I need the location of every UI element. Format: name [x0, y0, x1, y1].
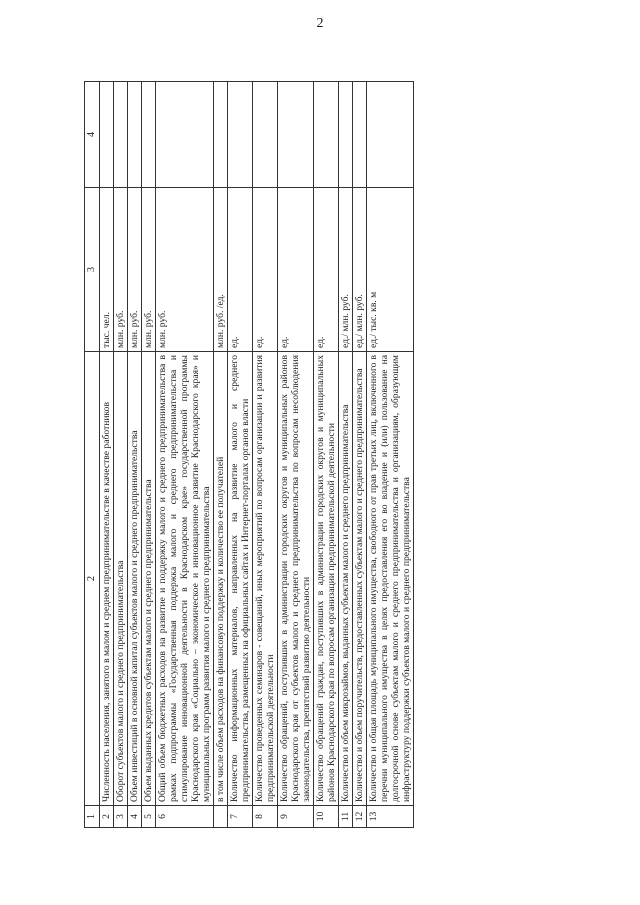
row-number	[213, 806, 227, 828]
indicator-name: Численность населения, занятого в малом и среднем предпринимательстве в качестве работников	[99, 352, 113, 806]
unit: млн. руб.	[127, 188, 141, 352]
indicator-name: Количество обращений, поступивших в администрации городских округов и муниципальных районов Краснодарского края от субъектов малого и среднего предпринимательства по вопросам несоблюдения законодательства, препятствий развитию деятельности	[277, 352, 313, 806]
row-number: 12	[353, 806, 367, 828]
indicator-name: Количество и объем микрозаймов, выданных субъектам малого и среднего предпринимательства	[339, 352, 353, 806]
unit: ед./ тыс. кв. м	[367, 188, 414, 352]
unit: ед.	[314, 188, 339, 352]
value-cell	[127, 82, 141, 188]
indicator-name: в том числе объем расходов на финансовую поддержку и количество ее получателей	[213, 352, 227, 806]
page-number: 2	[316, 16, 324, 31]
indicator-name: Количество информационных материалов, направленных на развитие малого и среднего предпринимательства, размещенных на официальных сайтах и Интернет-порталах органов власти	[227, 352, 252, 806]
row-number: 6	[155, 806, 213, 828]
header-col-4: 4	[85, 82, 100, 188]
unit: млн. руб.	[141, 188, 155, 352]
row-number: 9	[277, 806, 313, 828]
row-number: 13	[367, 806, 414, 828]
indicators-table	[84, 81, 414, 828]
value-cell	[141, 82, 155, 188]
unit: ед./ млн. руб.	[353, 188, 367, 352]
value-cell	[99, 82, 113, 188]
value-cell	[314, 82, 339, 188]
row-number: 10	[314, 806, 339, 828]
value-cell	[277, 82, 313, 188]
unit: млн. руб.	[113, 188, 127, 352]
table-row	[113, 82, 127, 828]
header-col-2: 2	[85, 352, 100, 806]
table-row	[353, 82, 367, 828]
row-number: 2	[99, 806, 113, 828]
unit: ед./ млн. руб.	[339, 188, 353, 352]
table-row	[141, 82, 155, 828]
value-cell	[213, 82, 227, 188]
table-row	[99, 82, 113, 828]
indicator-name: Оборот субъектов малого и среднего предпринимательства	[113, 352, 127, 806]
value-cell	[353, 82, 367, 188]
indicators-table-rotated	[84, 82, 502, 828]
indicator-name: Общий объем бюджетных расходов на развитие и поддержку малого и среднего предпринимательства в рамках подпрограммы «Государственная поддержка малого и среднего предпринимательства и стимулирование инновационной деятельности в Краснодарском крае» государственной программы Краснодарского края «Социально – экономическое и инновационное развитие Краснодарского края» и муниципальных программ развития малого и среднего предпринимательства	[155, 352, 213, 806]
unit: ед.	[252, 188, 277, 352]
value-cell	[113, 82, 127, 188]
table-row	[314, 82, 339, 828]
table-row	[252, 82, 277, 828]
table-row	[277, 82, 313, 828]
indicator-name: Объем выданных кредитов субъектам малого и среднего предпринимательства	[141, 352, 155, 806]
table-header-row	[85, 82, 100, 828]
unit: ед.	[227, 188, 252, 352]
unit: млн. руб.	[155, 188, 213, 352]
row-number: 8	[252, 806, 277, 828]
unit: ед.	[277, 188, 313, 352]
row-number: 3	[113, 806, 127, 828]
unit: млн. руб. /ед.	[213, 188, 227, 352]
indicator-name: Количество и объем поручительств, предоставленных субъектам малого и среднего предпринимательства	[353, 352, 367, 806]
table-row	[155, 82, 213, 828]
table-row	[339, 82, 353, 828]
value-cell	[252, 82, 277, 188]
row-number: 5	[141, 806, 155, 828]
header-col-1: 1	[85, 806, 100, 828]
value-cell	[367, 82, 414, 188]
row-number: 11	[339, 806, 353, 828]
indicator-name: Количество проведенных семинаров - совещаний, иных мероприятий по вопросам организации и развития предпринимательской деятельности	[252, 352, 277, 806]
table-row	[227, 82, 252, 828]
table-row	[213, 82, 227, 828]
value-cell	[227, 82, 252, 188]
indicator-name: Количество обращений граждан, поступивших в администрации городских округов и муниципальных районов Краснодарского края по вопросам организации предпринимательской деятельности	[314, 352, 339, 806]
row-number: 7	[227, 806, 252, 828]
unit: тыс. чел.	[99, 188, 113, 352]
value-cell	[339, 82, 353, 188]
indicator-name: Количество и общая площадь муниципального имущества, свободного от прав третьих лиц, включенного в перечни муниципального имущества в целях предоставления его во владение и (или) пользование на долгосрочной основе субъектам малого и среднего предпринимательства и организациям, образующим инфраструктуру поддержки субъектов малого и среднего предпринимательства	[367, 352, 414, 806]
value-cell	[155, 82, 213, 188]
indicator-name: Объем инвестиций в основной капитал субъектов малого и среднего предпринимательства	[127, 352, 141, 806]
table-row	[367, 82, 414, 828]
table-row	[127, 82, 141, 828]
header-col-3: 3	[85, 188, 100, 352]
row-number: 4	[127, 806, 141, 828]
